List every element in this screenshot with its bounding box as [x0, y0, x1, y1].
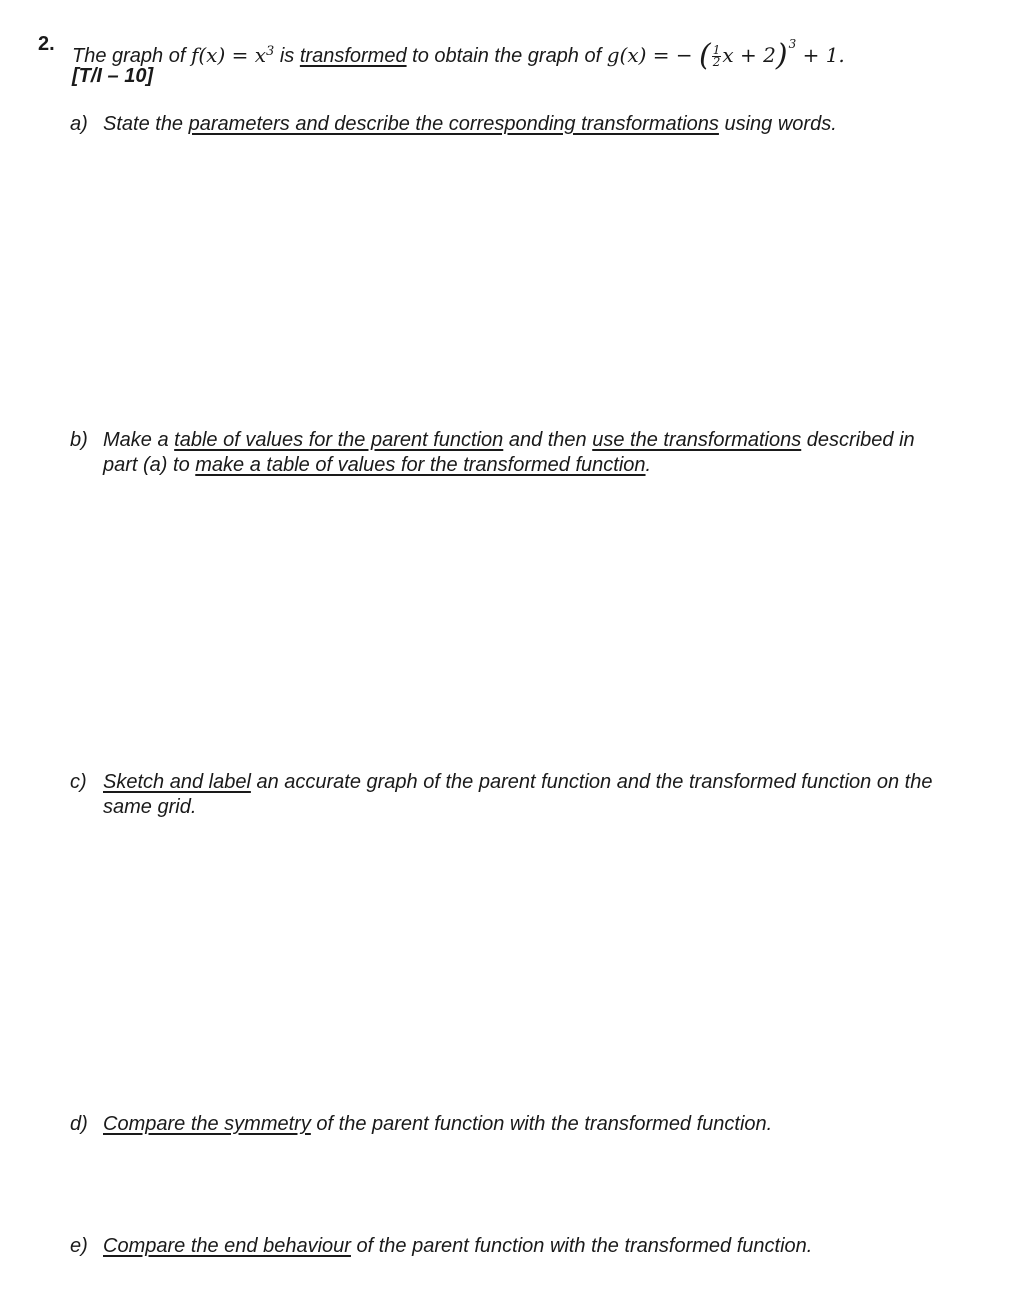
question-statement: [72, 32, 845, 73]
part-a-text: [103, 112, 837, 136]
part-b-line2: [103, 453, 651, 477]
part-d-underlined: Compare the symmetry: [103, 1113, 311, 1135]
parent-function: [191, 43, 274, 67]
part-b-line2-post: .: [645, 454, 652, 476]
fraction-numerator: 1: [712, 43, 721, 57]
part-d-post: of the parent function with the transformed function.: [310, 1113, 773, 1135]
inner-expression: x + 2: [722, 43, 776, 67]
transformed-function: [606, 37, 845, 73]
marks-label: [T/I – 10]: [72, 65, 154, 87]
part-b-line2-pre: part (a) to: [103, 454, 196, 476]
intro-after-text: to obtain the graph of: [406, 45, 607, 67]
transformed-function-lhs: g(x) = −: [606, 43, 693, 67]
part-e-post: of the parent function with the transformed function.: [350, 1235, 813, 1257]
right-paren: ): [775, 38, 788, 73]
part-e-underlined: Compare the end behaviour: [103, 1235, 351, 1257]
part-b-underlined-2: use the transformations: [592, 429, 802, 451]
part-c-label: c): [70, 771, 87, 793]
part-c-underlined: Sketch and label: [103, 771, 251, 793]
part-c-line2: same grid.: [103, 796, 197, 818]
part-b-mid: and then: [503, 429, 593, 451]
part-a-label: a): [70, 113, 88, 135]
part-b-line1: [103, 428, 915, 452]
parent-function-lhs: f(x) = x: [190, 43, 267, 67]
intro-text: The graph of: [72, 45, 191, 67]
part-d-text: [103, 1112, 772, 1136]
part-b-underlined-3: make a table of values for the transformed function: [195, 454, 646, 476]
part-b-post: described in: [801, 429, 915, 451]
fraction: [712, 45, 722, 68]
transformed-word: transformed: [299, 45, 407, 67]
part-e-text: [103, 1234, 812, 1258]
transformed-function-tail: + 1.: [796, 43, 845, 67]
part-a-post: using words.: [718, 113, 837, 135]
part-b-label: b): [70, 429, 88, 451]
part-c-line1: [103, 770, 932, 794]
is-word: is: [274, 45, 300, 67]
parent-function-exponent: 3: [266, 44, 275, 59]
transformed-function-exponent: 3: [788, 37, 797, 51]
part-a-pre: State the: [103, 113, 189, 135]
question-number: 2.: [38, 33, 55, 55]
part-b-pre: Make a: [103, 429, 175, 451]
part-b-underlined-1: table of values for the parent function: [174, 429, 504, 451]
part-d-label: d): [70, 1113, 88, 1135]
left-paren: (: [699, 38, 711, 73]
part-c-post: an accurate graph of the parent function and the transformed function on the: [250, 771, 933, 793]
part-a-underlined: parameters and describe the corresponding transformations: [188, 113, 719, 135]
fraction-denominator: 2: [712, 55, 721, 69]
part-e-label: e): [70, 1235, 88, 1257]
